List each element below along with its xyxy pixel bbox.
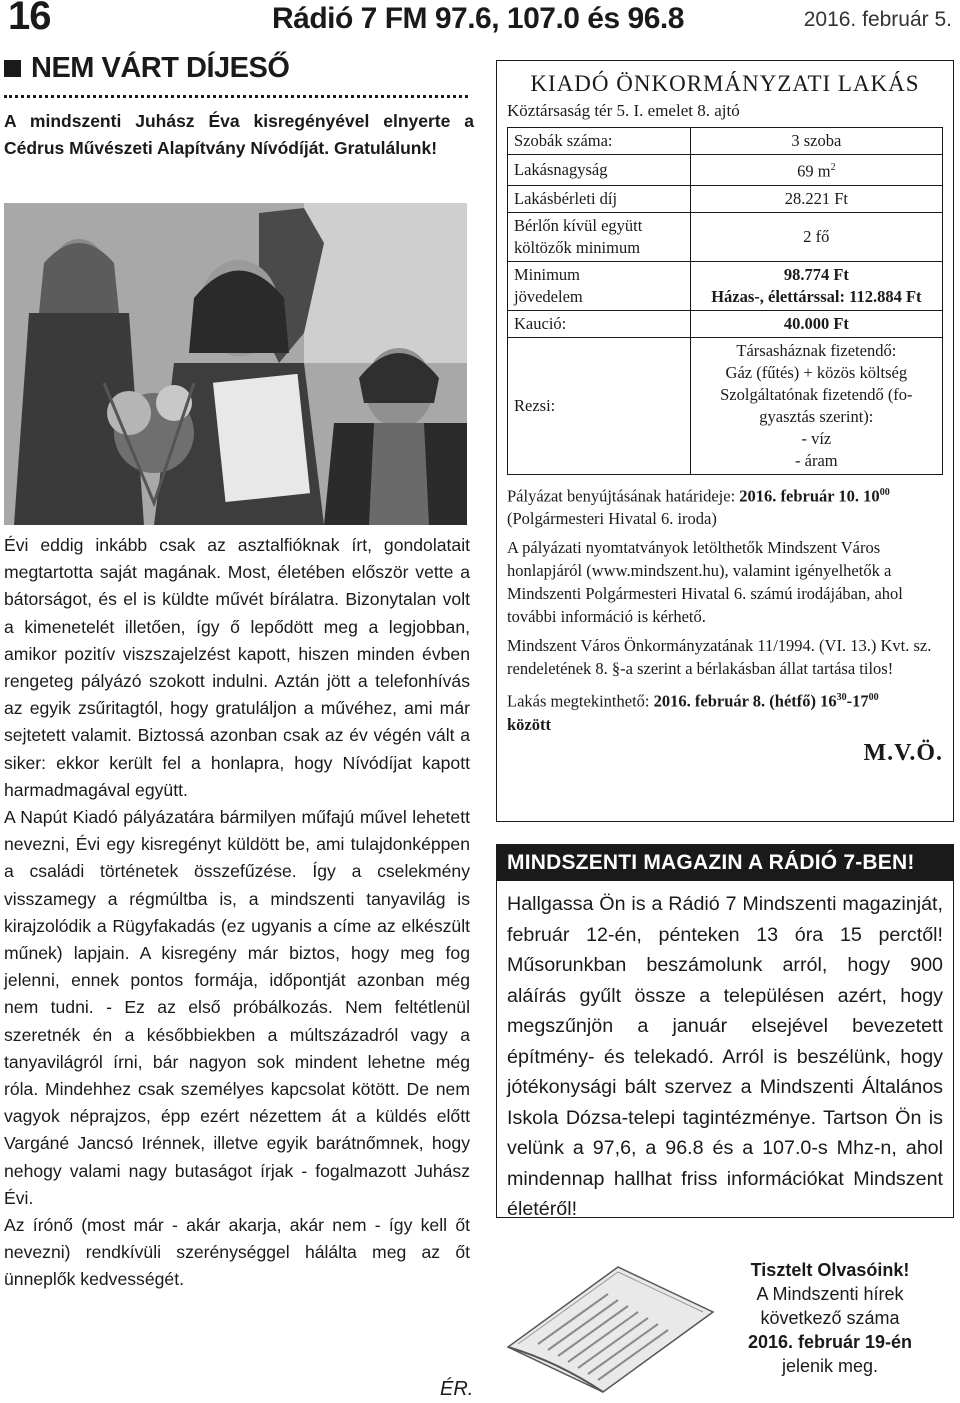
row-value: 98.774 Ft Házas-, élettárssal: 112.884 Ft [690, 261, 942, 310]
radio-text: Hallgassa Ön is a Rádió 7 Mindszenti magazinját, február 12-én, pénteken 13 óra 15 perctől! Műsorunkban beszámolunk arról, hogy 900 aláírás gyűlt össze a településen azért, hogy megszűnjön a január elsejével bevezetett építmény- és telekadó. Arról is beszélünk, hogy jótékonysági bált szervez a Mindszenti Általános Iskola Dózsa-telepi tagintézménye. Tartson Ön is velünk a 97,6, a 96.8 és a 107.0-s Mhz-n, ahol mindennap hallhat friss információkat Mindszent életéről! [507, 893, 943, 1220]
flat-address: Köztársaság tér 5. I. emelet 8. ajtó [507, 101, 740, 120]
page-number: 16 [8, 0, 51, 38]
article-photo [4, 203, 467, 525]
header-title: Rádió 7 FM 97.6, 107.0 és 96.8 [272, 2, 684, 35]
row-value: Társasháznak fizetendő: Gáz (fűtés) + közös költség Szolgáltatónak fizetendő (fo- gyasztás szerint): - víz - áram [690, 337, 942, 474]
article-signature: ÉR. [440, 1378, 474, 1400]
section-title [4, 52, 474, 85]
table-row [508, 310, 943, 337]
article-paragraph: A Napút Kiadó pályázatára bármilyen műfajú művel lehetett nevezni, Évi egy kisregényt küldött be, ami tulajdonképpen a családi történetek összefűzése. Így a cselekmény visszamegy a régmúltba is, a mindszenti tanyavilág is kirajzolódik a Rügyfakadás (ez ugyanis a címe az elkészült műnek) lapjain. A kisregény már biztos, hogy meg fog jelenni, ennek pontos formája, időpontját azonban még nem tudni. - Ez az első próbálkozás. Nem feltétlenül szeretnék én a későbbiekben a múltszázadról vagy a tanyavilágról írni, bár nagyon sok mindent lehetne még róla. Mindehhez csak személyes kapcsolat kötött. De nem vagyok néprajzos, épp ezért nézettem át a küldés előtt Vargáné Jancsó Irénnek, illetve egyik barátnőmnek, hogy nehogy valami nagy butaságot írjak - fogalmazott Juhász Évi. [4, 807, 470, 1208]
notice-date: 2016. február 19-én [747, 1332, 913, 1352]
flat-info [507, 481, 943, 736]
notice-line: A Mindszenti hírek [756, 1284, 904, 1304]
row-label: Kaució: [508, 310, 691, 337]
size-value: 69 m [797, 161, 831, 181]
row-value [690, 155, 942, 186]
article-header [4, 52, 474, 162]
section-title-text: NEM VÁRT DÍJESŐ [31, 52, 290, 84]
viewing-text: Lakás megtekinthető: 2016. február 8. (hétfő) $16^{30}-17^{00}$ között [507, 691, 879, 734]
newspaper-icon [498, 1252, 718, 1397]
header-date: 2016. február 5. [803, 8, 952, 31]
row-label: Lakásnagyság [508, 155, 691, 186]
flat-initials: M.V.Ö. [863, 739, 943, 766]
flat-title: KIADÓ ÖNKORMÁNYZATI LAKÁS [530, 71, 920, 96]
table-row [508, 337, 943, 474]
article-paragraph: Évi eddig inkább csak az asztalfióknak írt, gondolatait megtartotta saját magának. Most, életében először vette a bátorságot, és el is küldte művét bírálatra. Bizonytalan volt a kimenetelét illetően, így ő lepődött meg a legjobban, amikor pozitív viszszajelzést kapott, hiszen minden évben rengeteg pályázó szokott indulni. Aztán jött a telefonhívás az egyik zsűritagtól, hogy gratuláljon a művéhez, ami már sejtetett valamit. Biztossá azonban csak az év végén vált a siker: ekkor került fel a honlapra, hogy Nívódíjat kapott harmadmagával együtt. [4, 535, 470, 800]
row-label: Szobák száma: [508, 128, 691, 155]
dotted-divider [4, 93, 468, 98]
table-row [508, 185, 943, 212]
table-row [508, 155, 943, 186]
radio-title: MINDSZENTI MAGAZIN A RÁDIÓ 7-BEN! [497, 845, 953, 881]
deadline-text: Pályázat benyújtásának határideje: 2016. február 10. $10^{00}$ (Polgármesteri Hivatal 6. iroda) [507, 486, 890, 528]
size-unit-sup: 2 [830, 162, 836, 173]
table-row [508, 128, 943, 155]
table-row [508, 261, 943, 310]
flat-advert-box [496, 60, 954, 822]
row-label: Minimum jövedelem [508, 261, 691, 310]
forms-text: A pályázati nyomtatványok letölthetők Mindszent Város honlapjáról (www.mindszent.hu), valamint igényelhetők a Mindszenti Polgármesteri Hivatal 6. számú irodájában, ahol további információ is kérhető. [507, 538, 903, 626]
radio-box [496, 844, 954, 1218]
flat-properties-table [507, 127, 943, 475]
next-issue-notice [730, 1258, 930, 1378]
notice-line: jelenik meg. [781, 1356, 879, 1376]
notice-line: következő száma [760, 1308, 900, 1328]
row-value: 3 szoba [690, 128, 942, 155]
row-label: Lakásbérleti díj [508, 185, 691, 212]
row-value: 28.221 Ft [690, 185, 942, 212]
row-value: 40.000 Ft [690, 310, 942, 337]
row-label: Rezsi: [508, 337, 691, 474]
photo-illustration [4, 203, 467, 525]
table-row [508, 212, 943, 261]
article-paragraph: Az írónő (most már - akár akarja, akár nem - így kell őt nevezni) rendkívüli szerénységgel hálálta meg az őt ünneplők kedvességét. [4, 1215, 470, 1290]
square-bullet-icon [4, 60, 21, 77]
notice-greeting: Tisztelt Olvasóink! [750, 1260, 910, 1280]
row-value: 2 fő [690, 212, 942, 261]
article-body [4, 532, 470, 1294]
article-lead: A mindszenti Juhász Éva kisregényével elnyerte a Cédrus Művészeti Alapítvány Nívódíját. Gratulálunk! [4, 111, 474, 158]
row-label: Bérlőn kívül együtt költözők minimum [508, 212, 691, 261]
pets-text: Mindszent Város Önkormányzatának 11/1994. (VI. 13.) Kvt. sz. rendeletének 8. §-a szerint a bérlakásban állat tartása tilos! [507, 636, 932, 678]
